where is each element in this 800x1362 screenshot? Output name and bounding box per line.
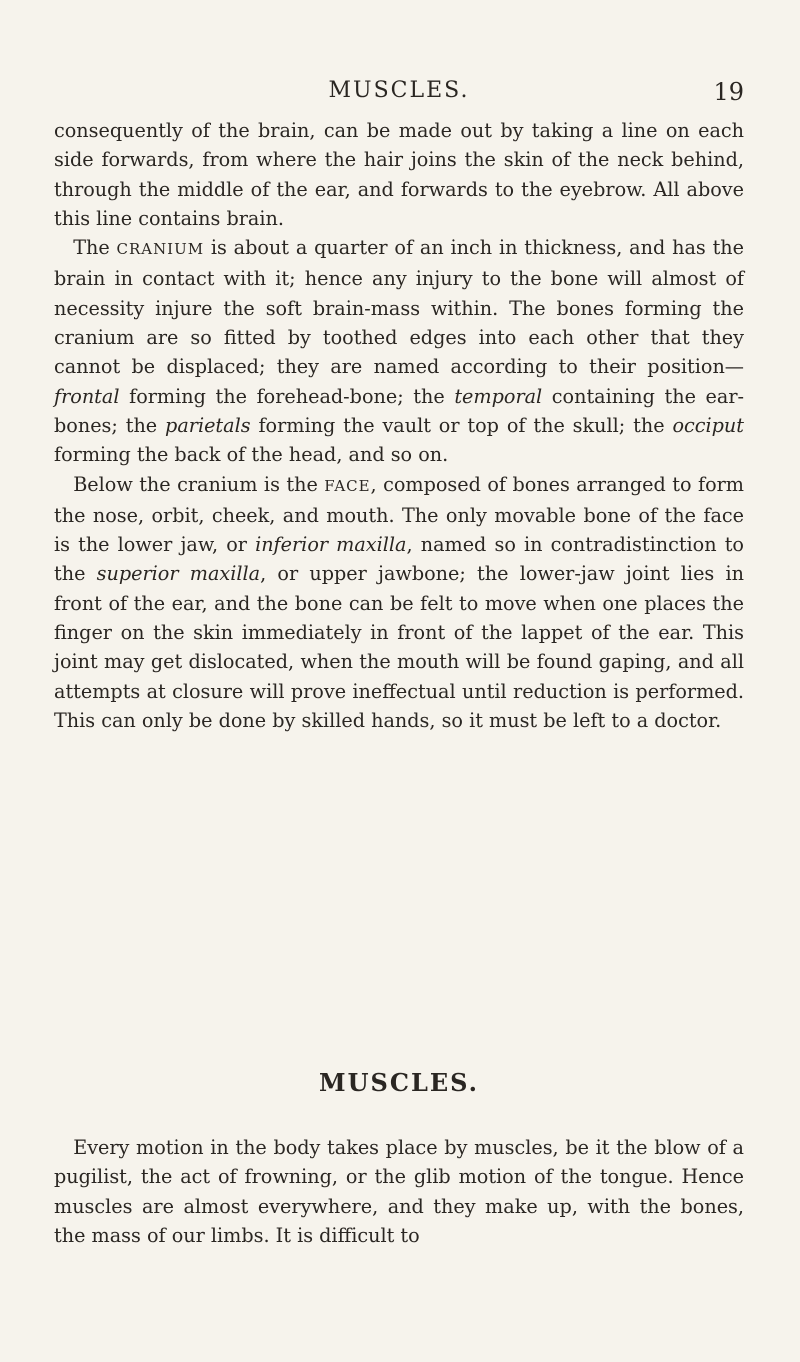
term-superior-maxilla: superior maxilla [96, 562, 261, 586]
term-occiput: occiput [672, 413, 744, 437]
term-temporal: temporal [454, 384, 543, 408]
section-heading: MUSCLES. [319, 1068, 479, 1097]
text-run: The [73, 236, 117, 260]
term-parietals: parietals [165, 413, 251, 437]
running-title: MUSCLES. [328, 78, 470, 103]
text-run: Below the cranium is the [73, 472, 325, 496]
running-head [54, 78, 744, 112]
body-text [54, 116, 744, 735]
text-run: , named so in contradistinction to the [54, 533, 744, 586]
paragraph-continuation: consequently of the brain, can be made out by taking a line on each side forwards, from where the hair joins the skin of the neck behind, through the middle of the ear, and forwards to the eyebrow. All above this line contains brain. [54, 119, 744, 230]
term-inferior-maxilla: inferior maxilla [255, 533, 407, 557]
text-run: forming the forehead-bone; the [119, 384, 455, 408]
term-face: FACE [324, 476, 371, 495]
text-run: , or upper jawbone; the lower-jaw joint lies in front of the ear, and the bone can be felt to move when one places the finger on the skin immediately in front of the lappet of the ear. This joint may get dislocated, when the mouth will be found gaping, and all attempts at closure will prove ineffectual until reduction is performed. This can only be done by skilled hands, so it must be left to a doctor. [54, 562, 744, 732]
text-run: forming the vault or top of the skull; the [250, 413, 673, 437]
paragraph-muscles: Every motion in the body takes place by muscles, be it the blow of a pugilist, the act of frowning, or the glib motion of the tongue. Hence muscles are almost everywhere, and they make up, with the bones, the mass of our limbs. It is difficult to [54, 1136, 744, 1247]
paragraph-cranium [54, 233, 744, 469]
term-frontal: frontal [54, 384, 120, 408]
text-run: containing the ear-bones; the [54, 384, 744, 437]
page-number: 19 [713, 78, 744, 106]
section-body-text [54, 1133, 744, 1250]
text-run: forming the back of the head, and so on. [54, 443, 449, 467]
text-run: is about a quarter of an inch in thickness, and has the brain in contact with it; hence any injury to the bone will almost of necessity injure the soft brain-mass within. The bones forming the cranium are so fitted by toothed edges into each other that they cannot be displaced; they are named according to their position— [54, 236, 744, 379]
term-cranium: CRANIUM [116, 240, 205, 259]
text-run: , composed of bones arranged to form the nose, orbit, cheek, and mouth. The only movable bone of the face is the lower jaw, or [54, 472, 744, 557]
paragraph-face [54, 470, 744, 736]
